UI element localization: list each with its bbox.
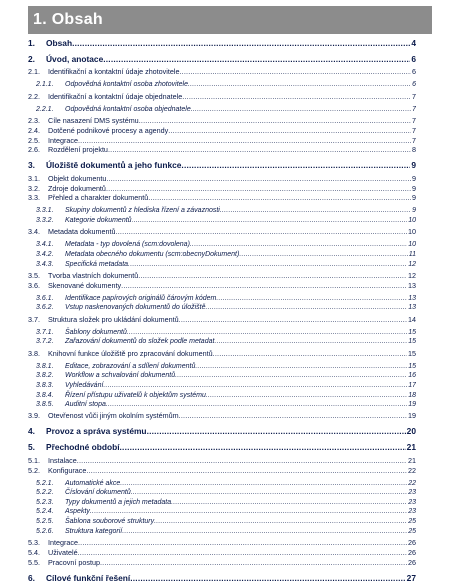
toc-entry-label: Auditní stopa bbox=[65, 401, 106, 409]
toc-entry-number: 5.2.4. bbox=[36, 508, 54, 516]
toc-dot-leader bbox=[86, 466, 407, 475]
toc-entry-page: 7 bbox=[412, 91, 416, 101]
toc-entry[interactable] bbox=[28, 336, 416, 346]
toc-dot-leader bbox=[213, 349, 407, 358]
toc-dot-leader bbox=[100, 558, 407, 567]
toc-entry[interactable] bbox=[28, 145, 416, 155]
toc-entry-page: 9 bbox=[411, 160, 416, 171]
toc-entry[interactable] bbox=[28, 227, 416, 237]
toc-entry-number: 3.3.2. bbox=[36, 217, 54, 225]
toc-entry-page: 22 bbox=[408, 465, 416, 475]
toc-entry-number: 5.3. bbox=[28, 537, 40, 547]
toc-dot-leader bbox=[205, 304, 407, 311]
toc-entry-number: 3.8.5. bbox=[36, 401, 54, 409]
toc-dot-leader bbox=[181, 160, 410, 170]
toc-title-bar bbox=[28, 6, 432, 34]
toc-entry-number: 3.6.1. bbox=[36, 294, 54, 302]
toc-entry-page: 15 bbox=[408, 328, 416, 336]
toc-dot-leader bbox=[116, 227, 407, 236]
toc-dot-leader bbox=[122, 528, 407, 535]
toc-dot-leader bbox=[77, 456, 407, 465]
toc-dot-leader bbox=[128, 261, 407, 268]
toc-entry-page: 22 bbox=[408, 479, 416, 487]
toc-entry[interactable] bbox=[28, 348, 416, 358]
toc-entry[interactable] bbox=[28, 79, 416, 89]
toc-entry-page: 7 bbox=[412, 125, 416, 135]
toc-entry-page: 4 bbox=[411, 38, 416, 48]
toc-entry-page: 10 bbox=[408, 217, 416, 225]
toc-dot-leader bbox=[171, 499, 407, 506]
toc-entry[interactable] bbox=[28, 572, 416, 583]
toc-entry-page: 21 bbox=[408, 455, 416, 465]
toc-entry-number: 3.4.3. bbox=[36, 260, 54, 268]
toc-dot-leader bbox=[220, 207, 411, 214]
toc-dot-leader bbox=[188, 81, 411, 88]
toc-dot-leader bbox=[154, 518, 407, 525]
toc-entry[interactable] bbox=[28, 455, 416, 465]
toc-dot-leader bbox=[138, 271, 407, 280]
toc-entry[interactable] bbox=[28, 270, 416, 280]
toc-entry-label: Skenované dokumenty bbox=[48, 280, 122, 290]
toc-entry-label: Otevřenost vůči jiným okolním systémům bbox=[48, 411, 179, 421]
toc-entry-label: Kategorie dokumentů bbox=[65, 217, 132, 225]
toc-dot-leader bbox=[120, 480, 407, 487]
toc-dot-leader bbox=[90, 508, 407, 515]
toc-entry-page: 8 bbox=[412, 145, 416, 155]
toc-entry-label: Přechodné období bbox=[46, 442, 120, 453]
toc-entry-label: Identifikace papírových originálů čárovým kódem bbox=[65, 294, 217, 302]
toc-dot-leader bbox=[206, 392, 407, 399]
toc-dot-leader bbox=[127, 329, 407, 336]
toc-entry[interactable] bbox=[28, 258, 416, 268]
toc-entry[interactable] bbox=[28, 515, 416, 525]
toc-entry-number: 2. bbox=[28, 54, 35, 64]
toc-entry-label: Integrace bbox=[48, 537, 78, 547]
toc-entry[interactable] bbox=[28, 91, 416, 101]
toc-entry-label: Konfigurace bbox=[48, 465, 87, 475]
toc-entry-number: 3.6.2. bbox=[36, 304, 54, 312]
toc-entry[interactable] bbox=[28, 292, 416, 302]
toc-entry-page: 18 bbox=[408, 391, 416, 399]
toc-dot-leader bbox=[72, 38, 410, 48]
toc-entry-page: 15 bbox=[408, 338, 416, 346]
toc-entry-page: 27 bbox=[406, 572, 416, 583]
toc-dot-leader bbox=[179, 411, 407, 420]
toc-dot-leader bbox=[106, 401, 407, 408]
toc-dot-leader bbox=[103, 54, 410, 64]
toc-entry-number: 3.8.3. bbox=[36, 381, 54, 389]
toc-dot-leader bbox=[78, 136, 411, 145]
toc-entry-page: 26 bbox=[408, 537, 416, 547]
toc-dot-leader bbox=[131, 489, 407, 496]
toc-entry[interactable] bbox=[28, 525, 416, 535]
toc-dot-leader bbox=[121, 281, 407, 290]
toc-entry[interactable] bbox=[28, 103, 416, 113]
toc-entry[interactable] bbox=[28, 496, 416, 506]
toc-entry-label: Šablona souborové struktury bbox=[65, 518, 155, 526]
toc-entry-page: 23 bbox=[408, 498, 416, 506]
toc-dot-leader bbox=[216, 295, 407, 302]
toc-entry-number: 1. bbox=[28, 38, 35, 48]
toc-dot-leader bbox=[148, 193, 411, 202]
toc-entry-number: 3.7.1. bbox=[36, 328, 54, 336]
toc-entry-label: Skupiny dokumentů z hlediska řízení a závaznosti bbox=[65, 207, 220, 215]
toc-entry-number: 3.1. bbox=[28, 173, 40, 183]
toc-entry-label: Přehled a charakter dokumentů bbox=[48, 193, 149, 203]
toc-entry-label: Číslování dokumentů bbox=[65, 489, 131, 497]
toc-entry-number: 5.2. bbox=[28, 465, 40, 475]
toc-entry-page: 23 bbox=[408, 489, 416, 497]
toc-entry-number: 5.2.5. bbox=[36, 518, 54, 526]
toc-entry-page: 20 bbox=[406, 426, 416, 437]
toc-entry-page: 16 bbox=[408, 372, 416, 380]
toc-entry[interactable] bbox=[28, 115, 416, 125]
toc-dot-leader bbox=[239, 251, 407, 258]
toc-entry-label: Dotčené podnikové procesy a agendy bbox=[48, 125, 169, 135]
toc-entry-page: 25 bbox=[408, 527, 416, 535]
toc-entry-label: Pracovní postup bbox=[48, 557, 100, 567]
toc-dot-leader bbox=[190, 241, 407, 248]
toc-dot-leader bbox=[182, 92, 411, 101]
toc-entry-label: Identifikační a kontaktní údaje zhotovitele bbox=[48, 67, 180, 77]
toc-entry-label: Vstup naskenovaných dokumentů do úložiště bbox=[65, 304, 206, 312]
toc-dot-leader bbox=[139, 116, 411, 125]
toc-entry-page: 13 bbox=[408, 304, 416, 312]
toc-entry-label: Úložiště dokumentů a jeho funkce bbox=[46, 160, 182, 171]
toc-entry-page: 23 bbox=[408, 508, 416, 516]
toc-entry[interactable] bbox=[28, 248, 416, 258]
toc-entry-page: 9 bbox=[412, 193, 416, 203]
toc-entry-page: 13 bbox=[408, 280, 416, 290]
toc-entry[interactable] bbox=[28, 280, 416, 290]
toc-entry-page: 12 bbox=[408, 260, 416, 268]
toc-entry[interactable] bbox=[28, 326, 416, 336]
toc-entry-number: 5.2.2. bbox=[36, 489, 54, 497]
toc-entry-page: 6 bbox=[412, 67, 416, 77]
toc-entry-page: 19 bbox=[408, 411, 416, 421]
toc-entry-number: 5.1. bbox=[28, 455, 40, 465]
toc-entry-page: 9 bbox=[412, 207, 416, 215]
toc-entry-page: 26 bbox=[408, 557, 416, 567]
toc-dot-leader bbox=[106, 174, 411, 183]
toc-entry-label: Rozdělení projektu bbox=[48, 145, 108, 155]
toc-entry-page: 9 bbox=[412, 173, 416, 183]
toc-entry-label: Obsah bbox=[46, 38, 73, 48]
toc-entry-number: 2.1.1. bbox=[36, 81, 54, 89]
toc-entry-label: Provoz a správa systému bbox=[46, 426, 147, 437]
toc-entry[interactable] bbox=[28, 314, 416, 324]
toc-entry[interactable] bbox=[28, 53, 416, 64]
toc-entry-label: Odpovědná kontaktní osoba objednatele bbox=[65, 105, 191, 113]
toc-entry-number: 3.4. bbox=[28, 227, 40, 237]
toc-entry-number: 2.3. bbox=[28, 116, 40, 126]
toc-entry-page: 9 bbox=[412, 183, 416, 193]
toc-entry[interactable] bbox=[28, 183, 416, 193]
toc-dot-leader bbox=[130, 573, 405, 583]
toc-entry-number: 3.8.1. bbox=[36, 362, 54, 370]
toc-entry-number: 5.5. bbox=[28, 557, 40, 567]
toc-dot-leader bbox=[195, 363, 407, 370]
toc-entry-label: Šablony dokumentů bbox=[65, 328, 127, 336]
toc-entry[interactable] bbox=[28, 159, 416, 170]
toc-entry[interactable] bbox=[28, 135, 416, 145]
toc-entry-number: 3.5. bbox=[28, 270, 40, 280]
toc-entry[interactable] bbox=[28, 214, 416, 224]
toc-entry-number: 2.1. bbox=[28, 67, 40, 77]
toc-dot-leader bbox=[179, 315, 407, 324]
toc-entry-label: Specifická metadata bbox=[65, 260, 129, 268]
toc-dot-leader bbox=[147, 426, 406, 436]
toc-entry-label: Zařazování dokumentů do složek podle metadat bbox=[65, 338, 215, 346]
toc-dot-leader bbox=[120, 442, 406, 452]
toc-entry-label: Zdroje dokumentů bbox=[48, 183, 106, 193]
toc-entry-label: Identifikační a kontaktní údaje objednatele bbox=[48, 91, 183, 101]
toc-entry-label: Metadata obecného dokumentu (scm:obecnyDokument) bbox=[65, 251, 240, 259]
toc-entry-number: 5. bbox=[28, 442, 35, 453]
toc-entry-label: Aspekty bbox=[65, 508, 90, 516]
toc-dot-leader bbox=[168, 126, 411, 135]
toc-dot-leader bbox=[179, 67, 411, 76]
toc-entry-number: 3.8.2. bbox=[36, 372, 54, 380]
toc-entry-label: Instalace bbox=[48, 455, 77, 465]
toc-entry-page: 25 bbox=[408, 518, 416, 526]
toc-entry-label: Struktura kategorií bbox=[65, 527, 123, 535]
toc-entry-page: 7 bbox=[412, 135, 416, 145]
toc-entry-label: Metadata - typ dovolená (scm:dovolena) bbox=[65, 241, 190, 249]
toc-entry-number: 2.5. bbox=[28, 135, 40, 145]
toc-entry-label: Integrace bbox=[48, 135, 78, 145]
toc-entry[interactable] bbox=[28, 379, 416, 389]
toc-entry-label: Knihovní funkce úložiště pro zpracování dokumentů bbox=[48, 348, 213, 358]
toc-dot-leader bbox=[132, 217, 408, 224]
toc-entry-page: 12 bbox=[408, 270, 416, 280]
toc-entry[interactable] bbox=[28, 37, 416, 48]
toc-entry-page: 6 bbox=[411, 54, 416, 64]
toc-entry[interactable] bbox=[28, 360, 416, 370]
toc-entry[interactable] bbox=[28, 205, 416, 215]
toc-entry-page: 14 bbox=[408, 314, 416, 324]
toc-entry-page: 19 bbox=[408, 401, 416, 409]
toc-entry[interactable] bbox=[28, 537, 416, 547]
toc-entry-number: 6. bbox=[28, 572, 35, 583]
toc-entry[interactable] bbox=[28, 477, 416, 487]
toc-entry[interactable] bbox=[28, 506, 416, 516]
toc-entry-number: 3.8. bbox=[28, 348, 40, 358]
toc-entry-number: 3.8.4. bbox=[36, 391, 54, 399]
toc-dot-leader bbox=[175, 372, 407, 379]
toc-entry-page: 6 bbox=[412, 81, 416, 89]
toc-entry-number: 5.2.6. bbox=[36, 527, 54, 535]
toc-entry-label: Automatické akce bbox=[65, 479, 121, 487]
toc-entry-page: 11 bbox=[408, 251, 416, 259]
toc-entry-number: 4. bbox=[28, 426, 35, 437]
toc-entry-label: Objekt dokumentu bbox=[48, 173, 107, 183]
toc-entry-label: Metadata dokumentů bbox=[48, 227, 116, 237]
toc-entry[interactable] bbox=[28, 465, 416, 475]
toc-entry[interactable] bbox=[28, 399, 416, 409]
toc-entry-label: Cílové funkční řešení bbox=[46, 572, 131, 583]
toc-entry-number: 5.2.3. bbox=[36, 498, 54, 506]
toc-entry[interactable] bbox=[28, 125, 416, 135]
toc-entry-page: 17 bbox=[408, 381, 416, 389]
toc-entry-label: Typy dokumentů a jejich metadata bbox=[65, 498, 172, 506]
toc-dot-leader bbox=[214, 338, 407, 345]
toc-entry-number: 3.7. bbox=[28, 314, 40, 324]
toc-entry-label: Struktura složek pro ukládání dokumentů bbox=[48, 314, 179, 324]
toc-entry-number: 3.7.2. bbox=[36, 338, 54, 346]
toc-entry-number: 3.3. bbox=[28, 193, 40, 203]
toc-entry-page: 26 bbox=[408, 547, 416, 557]
toc-entry-page: 15 bbox=[408, 362, 416, 370]
toc-entry-number: 3.9. bbox=[28, 411, 40, 421]
toc-entry[interactable] bbox=[28, 547, 416, 557]
toc-entry-label: Odpovědná kontaktní osoba zhotovitele bbox=[65, 81, 188, 89]
toc-dot-leader bbox=[106, 184, 411, 193]
toc-entry-page: 15 bbox=[408, 348, 416, 358]
toc-dot-leader bbox=[191, 106, 411, 113]
toc-entry-number: 2.2. bbox=[28, 91, 40, 101]
toc-entry-label: Vyhledávání bbox=[65, 381, 104, 389]
toc-entry-label: Editace, zobrazování a sdílení dokumentů bbox=[65, 362, 196, 370]
page-title: 1. Obsah bbox=[33, 11, 103, 28]
toc-entry-label: Úvod, anotace bbox=[46, 54, 104, 64]
toc-entry-number: 5.2.1. bbox=[36, 479, 54, 487]
toc-entry-label: Cíle nasazení DMS systému bbox=[48, 116, 139, 126]
toc-entry-page: 21 bbox=[406, 442, 416, 453]
toc-entry-number: 5.4. bbox=[28, 547, 40, 557]
toc-entry-label: Řízení přístupu uživatelů k objektům systému bbox=[65, 391, 206, 399]
toc-entry-number: 3.3.1. bbox=[36, 207, 54, 215]
toc-entry-number: 3.4.2. bbox=[36, 251, 54, 259]
toc-entry[interactable] bbox=[28, 193, 416, 203]
toc-entry-label: Uživatelé bbox=[48, 547, 78, 557]
toc-dot-leader bbox=[78, 548, 407, 557]
toc-entry[interactable] bbox=[28, 441, 416, 452]
table-of-contents bbox=[28, 37, 416, 583]
toc-dot-leader bbox=[108, 145, 411, 154]
toc-entry-page: 13 bbox=[408, 294, 416, 302]
toc-entry[interactable] bbox=[28, 370, 416, 380]
toc-entry[interactable] bbox=[28, 239, 416, 249]
toc-entry[interactable] bbox=[28, 557, 416, 567]
toc-entry-number: 3.6. bbox=[28, 280, 40, 290]
toc-entry-label: Workflow a schvalování dokumentů bbox=[65, 372, 176, 380]
toc-entry[interactable] bbox=[28, 425, 416, 436]
toc-entry-number: 2.4. bbox=[28, 125, 40, 135]
toc-entry-page: 7 bbox=[412, 105, 416, 113]
toc-entry-page: 10 bbox=[408, 227, 416, 237]
toc-entry[interactable] bbox=[28, 487, 416, 497]
toc-entry-page: 7 bbox=[412, 116, 416, 126]
toc-entry[interactable] bbox=[28, 411, 416, 421]
toc-entry-number: 3.2. bbox=[28, 183, 40, 193]
toc-entry[interactable] bbox=[28, 389, 416, 399]
toc-entry-number: 3. bbox=[28, 160, 35, 171]
toc-entry[interactable] bbox=[28, 67, 416, 77]
toc-dot-leader bbox=[78, 538, 407, 547]
toc-entry-label: Tvorba vlastních dokumentů bbox=[48, 270, 139, 280]
toc-dot-leader bbox=[103, 382, 407, 389]
toc-entry-number: 3.4.1. bbox=[36, 241, 54, 249]
toc-entry-number: 2.2.1. bbox=[36, 105, 54, 113]
toc-entry-page: 10 bbox=[408, 241, 416, 249]
toc-entry-number: 2.6. bbox=[28, 145, 40, 155]
toc-entry[interactable] bbox=[28, 302, 416, 312]
toc-entry[interactable] bbox=[28, 173, 416, 183]
